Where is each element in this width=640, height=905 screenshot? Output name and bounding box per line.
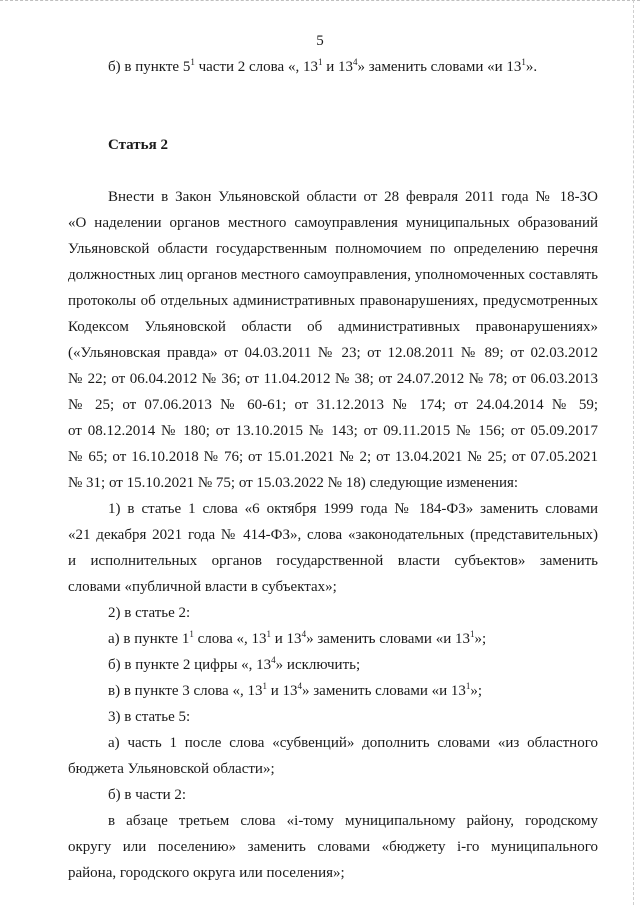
scan-edge-top [0, 0, 640, 5]
text-segment: »; [474, 631, 487, 647]
paragraph-line: района, городского округа или поселения»; [68, 865, 345, 881]
item-2b [68, 652, 598, 678]
text-segment: и 13 [266, 683, 298, 699]
paragraph-line: и исполнительных органов государственной власти субъектов» заменить [68, 553, 598, 569]
superscript: 4 [297, 681, 302, 691]
paragraph-line: Ульяновской области государственным полномочием по определению перечня [68, 241, 598, 257]
superscript: 1 [465, 681, 471, 691]
paragraph-line: бюджета Ульяновской области»; [68, 761, 275, 777]
paragraph-line: словами «публичной власти в субъектах»; [68, 579, 337, 595]
superscript: 1 [189, 629, 194, 639]
superscript: 1 [469, 629, 475, 639]
paragraph-line: от 08.12.2014 № 180; от 13.10.2015 № 143; от 09.11.2015 № 156; от 05.09.2017 [68, 423, 598, 439]
text-segment: » заменить словами «и 13 [306, 631, 470, 647]
text-segment: ». [525, 59, 538, 75]
paragraph-line: протоколы об отдельных административных правонарушениях, предусмотренных [68, 293, 598, 309]
item-3a-paragraph [68, 730, 598, 782]
text-segment: и 13 [271, 631, 302, 647]
superscript: 4 [353, 57, 358, 67]
paragraph-line: («Ульяновская правда» от 04.03.2011 № 23; от 12.08.2011 № 89; от 02.03.2012 [68, 345, 598, 361]
text-segment: » исключить; [275, 657, 361, 673]
item-2: 2) в статье 2: [108, 605, 191, 621]
superscript: 4 [271, 655, 276, 665]
text-segment: слова «, 13 [193, 631, 267, 647]
paragraph-line: а) часть 1 после слова «субвенций» дополнить словами «из областного [108, 735, 598, 751]
top-amendment-line [68, 54, 598, 80]
item-3b-paragraph [68, 808, 598, 886]
item-1-paragraph [68, 496, 598, 600]
paragraph-line: № 65; от 16.10.2018 № 76; от 15.01.2021 № 2; от 13.04.2021 № 25; от 07.05.2021 [68, 449, 598, 465]
paragraph-line: Внести в Закон Ульяновской области от 28 февраля 2011 года № 18-ЗО [108, 189, 598, 205]
text-segment: б) в пункте 2 цифры «, 13 [108, 657, 272, 673]
text-segment: и 13 [322, 59, 353, 75]
paragraph-line: округу или поселению» заменить словами «бюджету i-го муниципального [68, 839, 598, 855]
superscript: 1 [317, 57, 323, 67]
superscript: 1 [266, 629, 272, 639]
paragraph-line: в абзаце третьем слова «i-тому муниципальному району, городскому [108, 813, 598, 829]
text-segment: » заменить словами «и 13 [301, 683, 466, 699]
article-heading: Статья 2 [108, 137, 168, 153]
paragraph-line: должностных лиц органов местного самоуправления, уполномоченных составлять [68, 267, 598, 283]
paragraph-line: № 25; от 07.06.2013 № 60-61; от 31.12.2013 № 174; от 24.04.2014 № 59; [68, 397, 598, 413]
paragraph-line: № 22; от 06.04.2012 № 36; от 11.04.2012 № 38; от 24.07.2012 № 78; от 06.03.2013 [68, 371, 598, 387]
superscript: 4 [301, 629, 307, 639]
text-segment: »; [470, 683, 483, 699]
scan-edge-right [632, 0, 634, 905]
item-2c [68, 678, 598, 704]
item-3: 3) в статье 5: [108, 709, 191, 725]
paragraph-line: 1) в статье 1 слова «6 октября 1999 года № 184-ФЗ» заменить словами [108, 501, 598, 517]
superscript: 1 [262, 681, 267, 691]
text-segment: части 2 слова «, 13 [194, 59, 318, 75]
document-body [68, 54, 598, 886]
text-segment: » заменить словами «и 13 [357, 59, 522, 75]
item-2a [68, 626, 598, 652]
intro-paragraph [68, 184, 598, 496]
superscript: 1 [521, 57, 526, 67]
paragraph-line: № 31; от 15.10.2021 № 75; от 15.03.2022 № 18) следующие изменения: [68, 475, 519, 491]
paragraph-line: «21 декабря 2021 года № 414-ФЗ», слова «законодательных (представительных) [68, 527, 598, 543]
paragraph-line: «О наделении органов местного самоуправления муниципальных образований [68, 215, 598, 231]
page-number: 5 [316, 33, 324, 49]
text-segment: в) в пункте 3 слова «, 13 [108, 683, 263, 699]
text-segment: б) в пункте 5 [108, 59, 191, 75]
text-segment: а) в пункте 1 [108, 631, 190, 647]
item-3b: б) в части 2: [108, 787, 187, 803]
superscript: 1 [190, 57, 195, 67]
paragraph-line: Кодексом Ульяновской области об административных правонарушениях» [68, 319, 598, 335]
